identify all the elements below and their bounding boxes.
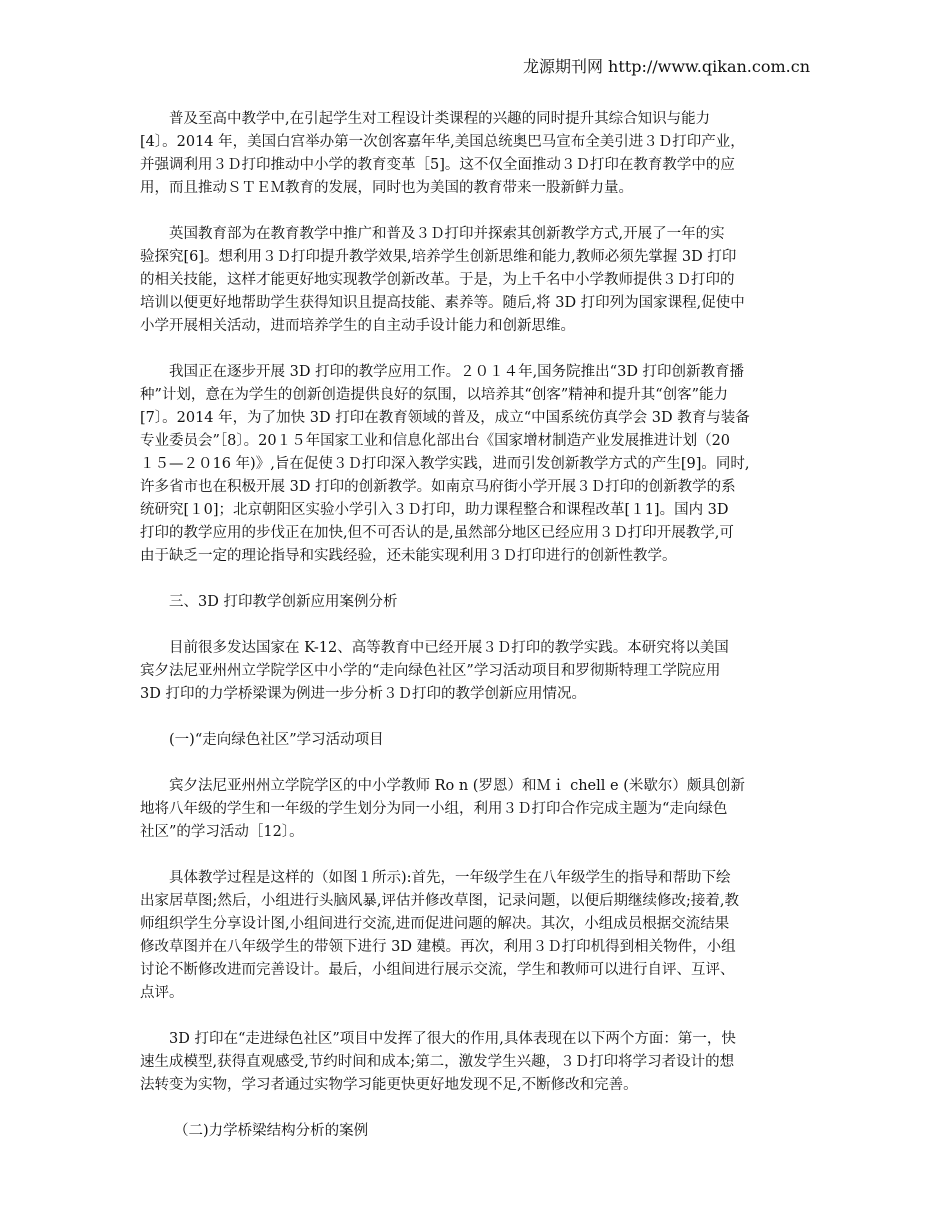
- paragraph-line: 小学开展相关活动，进而培养学生的自主动手设计能力和创新思维。: [140, 318, 575, 334]
- section-heading: [140, 591, 810, 614]
- paragraph-line: [4〕。2014 年，美国白宫举办第一次创客嘉年华,美国总统奥巴马宣布全美引进３Ｄ打印产业，: [140, 134, 745, 150]
- paragraph-line: 3D 打印在“走进绿色社区”项目中发挥了很大的作用,具体表现在以下两个方面：第一，快: [169, 1031, 736, 1047]
- paragraph-line: 的相关技能，这样才能更好地实现教学创新改革。于是，为上千名中小学教师提供３Ｄ打印的: [140, 272, 735, 288]
- body-paragraph: [140, 108, 810, 200]
- paragraph-line: 用，而且推动ＳＴＥＭ教育的发展，同时也为美国的教育带来一股新鲜力量。: [140, 180, 633, 196]
- paragraph-line: 我国正在逐步开展 3D 打印的教学应用工作。２０１４年,国务院推出“3D 打印创新教育播: [169, 364, 745, 380]
- paragraph-line: 由于缺乏一定的理论指导和实践经验，还未能实现利用３Ｄ打印进行的创新性教学。: [140, 548, 677, 564]
- paragraph-line: 宾夕法尼亚州州立学院学区的中小学教师 Ro n (罗恩）和Ｍｉ chell e (米歇尔）颇具创新: [169, 778, 745, 794]
- paragraph-line: 专业委员会”［8〕。20１５年国家工业和信息化部出台《国家增材制造产业发展推进计划（20: [140, 433, 731, 449]
- section-heading: [140, 1120, 810, 1143]
- heading-text: （二)力学桥梁结构分析的案例: [174, 1123, 369, 1139]
- paragraph-line: 培训以便更好地帮助学生获得知识且提高技能、素养等。随后,将 3D 打印列为国家课程,促使中: [140, 295, 745, 311]
- page-header-site: 龙源期刊网 http://www.qikan.com.cn: [522, 57, 810, 76]
- body-paragraph: [140, 1028, 810, 1097]
- paragraph-line: 验探究[6]。想利用３Ｄ打印提升教学效果,培养学生创新思维和能力,教师必须先掌握 3D 打印: [140, 249, 737, 265]
- paragraph-line: 普及至高中教学中,在引起学生对工程设计类课程的兴趣的同时提升其综合知识与能力: [169, 111, 711, 127]
- article-body: [140, 108, 810, 1166]
- paragraph-line: 宾夕法尼亚州州立学院学区中小学的“走向绿色社区”学习活动项目和罗彻斯特理工学院应用: [140, 663, 721, 679]
- body-paragraph: [140, 361, 810, 568]
- paragraph-line: 种”计划，意在为学生的创新创造提供良好的氛围，以培养其“创客”精神和提升其“创客”能力: [140, 387, 729, 403]
- paragraph-line: 具体教学过程是这样的（如图１所示):首先，一年级学生在八年级学生的指导和帮助下绘: [169, 870, 731, 886]
- paragraph-line: 修改草图并在八年级学生的带领下进行 3D 建模。再次，利用３Ｄ打印机得到相关物件，小组: [140, 939, 736, 955]
- heading-text: (一)“走向绿色社区”学习活动项目: [169, 732, 384, 748]
- paragraph-line: 打印的教学应用的步伐正在加快,但不可否认的是,虽然部分地区已经应用３Ｄ打印开展教学,可: [140, 525, 734, 541]
- paragraph-line: 英国教育部为在教育教学中推广和普及３Ｄ打印并探索其创新教学方式,开展了一年的实: [169, 226, 725, 242]
- paragraph-line: １５—２０16 年)》,旨在促使３Ｄ打印深入教学实践，进而引发创新教学方式的产生[9]。同时,: [140, 456, 750, 472]
- body-paragraph: [140, 637, 810, 706]
- body-paragraph: [140, 867, 810, 1005]
- paragraph-line: 师组织学生分享设计图,小组间进行交流,进而促进问题的解决。其次，小组成员根据交流结果: [140, 916, 730, 932]
- paragraph-line: 法转变为实物，学习者通过实物学习能更快更好地发现不足,不断修改和完善。: [140, 1077, 638, 1093]
- paragraph-line: 速生成模型,获得直观感受,节约时间和成本;第二，激发学生兴趣，３Ｄ打印将学习者设计的想: [140, 1054, 735, 1070]
- paragraph-line: [7〕。2014 年，为了加快 3D 打印在教育领域的普及，成立“中国系统仿真学会 3D 教育与装备: [140, 410, 750, 426]
- paragraph-line: 统研究[１0]；北京朝阳区实验小学引入３Ｄ打印，助力课程整合和课程改革[１1]。国内 3D: [140, 502, 729, 518]
- paragraph-line: 并强调利用３Ｄ打印推动中小学的教育变革［5]。这不仅全面推动３Ｄ打印在教育教学中的应: [140, 157, 735, 173]
- section-heading: [140, 729, 810, 752]
- paragraph-line: 点评。: [140, 985, 184, 1001]
- paragraph-line: 目前很多发达国家在 K-12、高等教育中已经开展３Ｄ打印的教学实践。本研究将以美国: [169, 640, 729, 656]
- paragraph-line: 出家居草图;然后，小组进行头脑风暴,评估并修改草图，记录问题，以便后期继续修改;接着,教: [140, 893, 739, 909]
- paragraph-line: 地将八年级的学生和一年级的学生划分为同一小组，利用３Ｄ打印合作完成主题为“走向绿色: [140, 801, 728, 817]
- body-paragraph: [140, 223, 810, 338]
- paragraph-line: 3D 打印的力学桥梁课为例进一步分析３Ｄ打印的教学创新应用情况。: [140, 686, 586, 702]
- paragraph-line: 社区”的学习活动［12〕。: [140, 824, 304, 840]
- body-paragraph: [140, 775, 810, 844]
- paragraph-line: 许多省市也在积极开展 3D 打印的创新教学。如南京马府街小学开展３Ｄ打印的创新教学的系: [140, 479, 736, 495]
- paragraph-line: 讨论不断修改进而完善设计。最后，小组间进行展示交流，学生和教师可以进行自评、互评、: [140, 962, 735, 978]
- heading-text: 三、3D 打印教学创新应用案例分析: [169, 594, 398, 610]
